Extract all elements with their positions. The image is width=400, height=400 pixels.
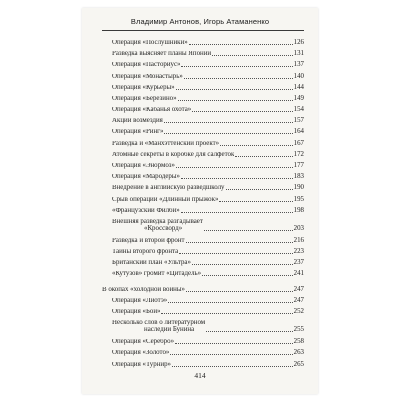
toc-entry-title-line: Операция «Лиотэ» xyxy=(112,298,168,304)
toc-entry-page: 237 xyxy=(293,259,304,266)
dot-leader xyxy=(181,65,292,67)
running-head: Владимир Антонов, Игорь Атаманенко xyxy=(130,17,270,26)
toc-entry-title-line: В окопах «холодной войны» xyxy=(102,287,185,293)
toc-entry xyxy=(102,152,304,159)
toc-entry-title xyxy=(112,249,178,256)
toc-entry-title-line: Атомные секреты в коробке для салфеток xyxy=(112,152,235,158)
toc-entry xyxy=(102,118,304,125)
toc-entry-title-line: Операция «Турнир» xyxy=(112,362,171,368)
toc-entry-title xyxy=(112,298,167,305)
dot-leader xyxy=(181,211,293,213)
toc-entry-page: 137 xyxy=(293,61,304,68)
toc-entry-title-line: «Французский Филби» xyxy=(112,208,180,214)
toc-entry-title-line: Разведка и второй фронт xyxy=(112,238,185,244)
dot-leader xyxy=(168,301,292,303)
toc-entry-title-line: Срыв операции «Длинный прыжок» xyxy=(112,197,219,203)
toc-entry xyxy=(102,298,304,305)
dot-leader xyxy=(235,155,292,157)
toc-entry xyxy=(102,40,304,47)
toc-entry xyxy=(102,141,304,148)
toc-entry xyxy=(102,197,304,204)
toc-entry-title xyxy=(112,74,183,81)
dot-leader xyxy=(189,43,293,45)
toc-entry-page: 140 xyxy=(293,73,304,80)
toc-entry-title-line: Разведка выясняет планы Японии xyxy=(112,51,212,57)
toc-entry xyxy=(102,129,304,136)
toc-entry xyxy=(102,107,304,114)
toc-entry-page: 252 xyxy=(293,308,304,315)
toc-entry-title xyxy=(112,260,191,267)
dot-leader xyxy=(226,188,293,190)
toc-entry xyxy=(102,51,304,58)
toc-entry-title xyxy=(112,238,185,245)
toc-entry-title xyxy=(102,287,185,294)
toc-entry-page: 247 xyxy=(293,297,304,304)
toc-entry xyxy=(102,350,304,357)
toc-entry-title xyxy=(112,309,160,316)
toc-entry-page: 258 xyxy=(293,338,304,345)
dot-leader xyxy=(220,144,293,146)
toc-entry-title xyxy=(112,85,175,92)
toc-entry-title xyxy=(112,163,175,170)
dot-leader xyxy=(175,342,293,344)
toc-entry-title-line: Внедрение в английскую разведшколу xyxy=(112,185,225,191)
toc-entry-page: 198 xyxy=(293,207,304,214)
dot-leader xyxy=(206,330,293,332)
dot-leader xyxy=(186,290,293,292)
dot-leader xyxy=(219,200,292,202)
dot-leader xyxy=(202,274,293,276)
toc-entry-title-line: Акции возмездия xyxy=(112,118,163,124)
toc-entry-title xyxy=(112,40,188,47)
dot-leader xyxy=(172,365,293,367)
toc-entry-title-line: Несколько слов о литературном xyxy=(112,320,206,326)
toc-entry-title xyxy=(112,339,174,346)
page-number: 414 xyxy=(194,371,206,380)
dot-leader xyxy=(164,121,293,123)
dot-leader xyxy=(164,132,292,134)
toc-entry-page: 172 xyxy=(293,151,304,158)
toc-entry xyxy=(102,219,304,233)
toc-entry-title xyxy=(112,96,177,103)
dot-leader xyxy=(184,77,293,79)
dot-leader xyxy=(204,229,293,231)
toc-entry-title-line: Операция «Кабанья охота» xyxy=(112,107,192,113)
toc-entry-title-line: Операция «Курьеры» xyxy=(112,85,175,91)
toc-entry xyxy=(102,74,304,81)
toc-entry-title-line: Тайны второго фронта xyxy=(112,249,179,255)
toc-entry-title xyxy=(112,129,163,136)
toc-entry xyxy=(102,85,304,92)
toc-entry-title xyxy=(112,141,219,148)
toc-entry xyxy=(102,174,304,181)
toc-entry xyxy=(102,260,304,267)
toc-entry-page: 247 xyxy=(293,286,304,293)
toc-entry xyxy=(102,238,304,245)
toc-entry-title xyxy=(112,174,180,181)
toc-entry-title-line: Операция «Мародеры» xyxy=(112,174,180,180)
toc-entry-title-line: Операция «Ринг» xyxy=(112,129,164,135)
toc-entry-title xyxy=(112,219,203,233)
toc-entry-title-continuation: наследии Бунина xyxy=(144,325,195,333)
book-page xyxy=(82,8,318,394)
toc-entry-page: 131 xyxy=(293,50,304,57)
toc-entry-page: 183 xyxy=(293,173,304,180)
toc-entry xyxy=(102,208,304,215)
toc-entry-page: 241 xyxy=(293,270,304,277)
toc-entry-page: 223 xyxy=(293,248,304,255)
dot-leader xyxy=(176,88,293,90)
toc-entry-page: 203 xyxy=(293,224,304,232)
toc-entry-page: 195 xyxy=(293,196,304,203)
toc-entry-page: 164 xyxy=(293,128,304,135)
dot-leader xyxy=(212,54,293,56)
toc-entry-page: 265 xyxy=(293,361,304,368)
dot-leader xyxy=(179,252,292,254)
toc-entry-title-line: Внешняя разведка разгадывает xyxy=(112,219,203,225)
toc-entry-title-line: Операция «Пасториус» xyxy=(112,62,181,68)
toc-entry xyxy=(102,287,304,294)
dot-leader xyxy=(192,263,293,265)
toc-entry-title-line: Операция «Золото» xyxy=(112,350,170,356)
toc-entry-title-line: Операция «Послушники» xyxy=(112,40,188,46)
toc-entry xyxy=(102,62,304,69)
toc-entry-title xyxy=(112,185,225,192)
dot-leader xyxy=(181,177,293,179)
toc-entry xyxy=(102,163,304,170)
toc-entry-title-line: «Кутузов» громит «Цитадель» xyxy=(112,271,202,277)
dot-leader xyxy=(170,353,292,355)
toc-entry-page: 177 xyxy=(293,162,304,169)
dot-leader xyxy=(176,166,293,168)
toc-entry-page: 216 xyxy=(293,237,304,244)
toc-entry-title xyxy=(112,107,191,114)
toc-entry-title-line: Операция «Серебро» xyxy=(112,339,175,345)
toc-entry-title xyxy=(112,197,218,204)
header-rule xyxy=(102,30,304,31)
toc-entry-page: 167 xyxy=(293,140,304,147)
toc-entry-title xyxy=(112,271,201,278)
toc-entry xyxy=(102,309,304,316)
toc-entry-page: 263 xyxy=(293,349,304,356)
toc-entry-page: 144 xyxy=(293,84,304,91)
dot-leader xyxy=(178,99,293,101)
toc-entry-title xyxy=(112,320,205,334)
toc-entry-page: 154 xyxy=(293,106,304,113)
toc-entry-title-line: Операция «Монастырь» xyxy=(112,74,183,80)
toc-entry-title-line: Разведка и «Манхэттенский проект» xyxy=(112,141,220,147)
toc-entry-title-continuation: «Кроссворд» xyxy=(144,224,183,232)
toc-entry xyxy=(102,320,304,334)
toc-entry-title-line: Операция «Бой» xyxy=(112,309,161,315)
dot-leader xyxy=(161,312,292,314)
toc-entry-title-line: Операция «Березино» xyxy=(112,96,177,102)
dot-leader xyxy=(186,241,293,243)
toc-entry-page: 190 xyxy=(293,184,304,191)
toc-entry-title xyxy=(112,118,163,125)
toc-entry-page: 149 xyxy=(293,95,304,102)
toc-entry-page: 126 xyxy=(293,39,304,46)
toc-entry xyxy=(102,249,304,256)
toc-entry-title xyxy=(112,208,180,215)
toc-entry-title-line: Операция «Энормоз» xyxy=(112,163,175,169)
toc-entry xyxy=(102,339,304,346)
toc-entry xyxy=(102,185,304,192)
toc-entry xyxy=(102,271,304,278)
toc-entry xyxy=(102,96,304,103)
toc-entry-title xyxy=(112,152,234,159)
dot-leader xyxy=(192,110,292,112)
toc-entry-title xyxy=(112,362,171,369)
toc-entry-title xyxy=(112,51,211,58)
toc-entry-title xyxy=(112,350,169,357)
toc-entry-page: 255 xyxy=(293,325,304,333)
toc-entry-title xyxy=(112,62,180,69)
toc-entry-title-line: Британский план «Ультра» xyxy=(112,260,191,266)
toc-entry-page: 157 xyxy=(293,117,304,124)
toc-entry xyxy=(102,362,304,369)
